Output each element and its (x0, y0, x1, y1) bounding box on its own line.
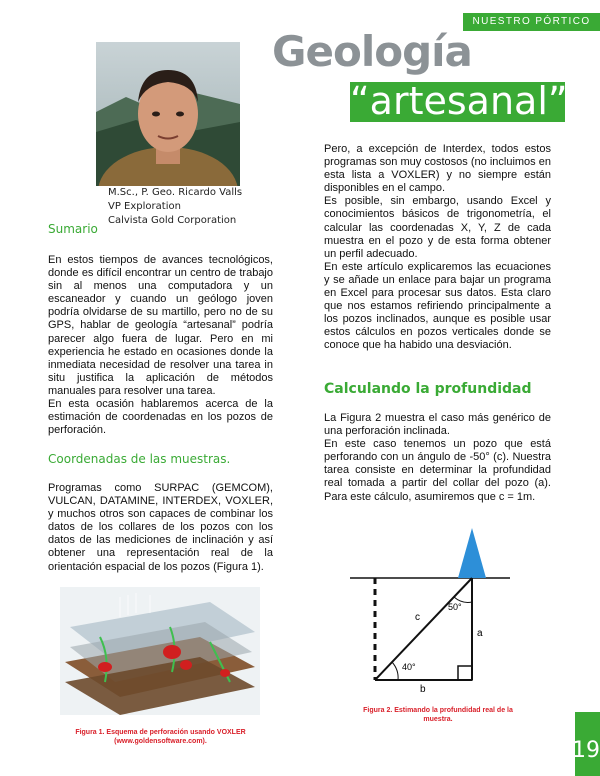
right-angle-mark (458, 666, 472, 680)
page-number: 19 (572, 738, 600, 763)
depth-heading: Calculando la profundidad (324, 381, 532, 397)
author-name: M.Sc., P. Geo. Ricardo Valls (108, 187, 243, 198)
page-title-line2: “artesanal” (350, 79, 568, 123)
page-title-line1: Geología (272, 27, 472, 76)
figure1-caption-line: (www.goldensoftware.com). (114, 738, 207, 745)
voxler-illustration (60, 587, 260, 715)
summary-heading: Sumario (48, 222, 98, 236)
collar-marker (458, 528, 486, 578)
summary-paragraph: En esta ocasión hablaremos acerca de la estimación de coordenadas en los pozos de perforación. (48, 398, 273, 437)
depth-body (324, 412, 551, 504)
figure2-caption-line: Figura 2. Estimando la profundidad real de la (363, 707, 513, 714)
author-caption (108, 186, 242, 228)
right-paragraph: Es posible, sin embargo, usando Excel y conocimientos básicos de trigonometría, el calcular las coordenadas X, Y, Z de cada muestra en el pozo y de esta forma obtener un perfil adecuado. (324, 195, 551, 260)
coords-body (48, 482, 273, 574)
author-role: VP Exploration (108, 201, 181, 212)
label-a: a (477, 628, 483, 639)
section-tag: NUESTRO PÓRTICO (463, 13, 600, 31)
author-portrait-illustration (96, 42, 240, 186)
figure1-image (60, 587, 260, 715)
hole-trace (375, 578, 472, 680)
label-b: b (420, 684, 426, 695)
right-body (324, 143, 551, 353)
label-c: c (415, 612, 420, 623)
bottom-angle-arc (392, 662, 398, 680)
right-paragraph: Pero, a excepción de Interdex, todos estos programas son muy costosos (no incluimos en esta lista a VOXLER) y no siempre están disponibles en el campo. (324, 143, 551, 195)
coords-heading: Coordenadas de las muestras. (48, 452, 231, 466)
figure2-caption (338, 706, 538, 724)
angle-40-label: 40° (402, 662, 416, 672)
depth-paragraph: En este caso tenemos un pozo que está perforando con un ángulo de -50° (c). Nuestra tarea consiste en determinar la profundidad real tomada a partir del collar del pozo (a). Para este cálculo, asumiremos que c = 1m. (324, 438, 551, 503)
summary-body (48, 254, 273, 437)
depth-paragraph: La Figura 2 muestra el caso más genérico de una perforación inclinada. (324, 412, 551, 438)
author-photo (96, 42, 240, 186)
angle-50-label: 50° (448, 602, 462, 612)
author-company: Calvista Gold Corporation (108, 215, 237, 226)
figure2-diagram (350, 528, 530, 698)
right-paragraph: En este artículo explicaremos las ecuaciones y se añade un enlace para bajar un programa en Excel para procesar sus datos. Esta claro que nos estamos refiriendo principalmente a los pozos inclinados, aunque es posible usar estos cálculos en pozos verticales donde se conoce que ha habido una desviación. (324, 260, 551, 352)
figure1-caption (48, 728, 273, 746)
coords-paragraph: Programas como SURPAC (GEMCOM), VULCAN, DATAMINE, INTERDEX, VOXLER, y muchos otros son capaces de combinar los datos de los collares de los pozos con los datos de las mediciones de inclinación y así obtener una representación real de la orientación espacial de los pozos (Figura 1). (48, 482, 273, 573)
figure1-caption-line: Figura 1. Esquema de perforación usando VOXLER (75, 729, 246, 736)
figure2-caption-line: muestra. (423, 716, 453, 723)
summary-paragraph: En estos tiempos de avances tecnológicos, donde es difícil encontrar un centro de trabajo sin al menos una computadora y un escaneador y cuando un geólogo joven podría olvidarse de su martillo, pero no de su GPS, hablar de geología “artesanal” podría parecer algo fuera de lugar. Pero en mi experiencia he estado en ocasiones donde la inmediata necesidad de resolver una tarea in situ justifica la aplicación de métodos manuales para resolver una tarea. (48, 254, 273, 397)
